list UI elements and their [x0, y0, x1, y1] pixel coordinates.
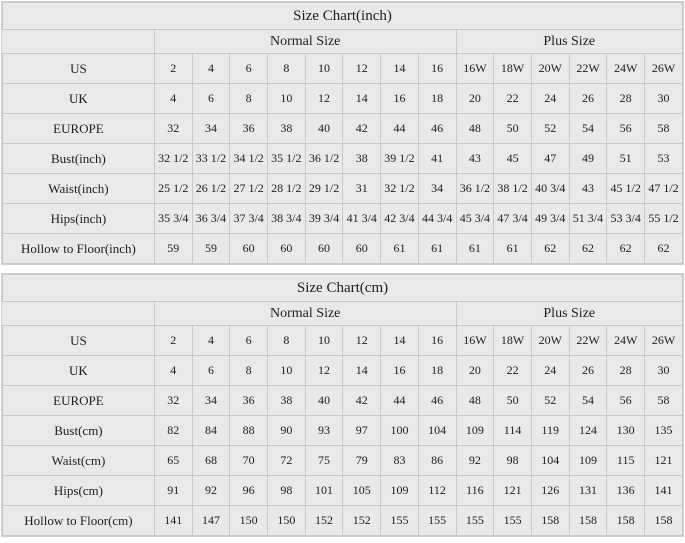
chart-divider	[0, 265, 685, 273]
cell: 34	[192, 114, 230, 144]
cell: 56	[607, 114, 645, 144]
cell: 55 1/2	[645, 204, 683, 234]
cell: 48	[456, 114, 494, 144]
cell: 52	[531, 114, 569, 144]
size-chart-cm-table	[2, 274, 683, 536]
row-label-hips: Hips(inch)	[3, 204, 155, 234]
cell: 30	[645, 356, 683, 386]
table-row	[3, 54, 683, 84]
cell: 62	[607, 234, 645, 264]
group-normal-size: Normal Size	[154, 30, 456, 54]
cell: 28 1/2	[268, 174, 306, 204]
cell: 8	[268, 326, 306, 356]
cell: 59	[154, 234, 192, 264]
cell: 121	[494, 476, 532, 506]
cell: 22W	[569, 54, 607, 84]
table-row	[3, 506, 683, 536]
cell: 96	[230, 476, 268, 506]
cell: 101	[305, 476, 343, 506]
cell: 28	[607, 84, 645, 114]
cell: 35 3/4	[154, 204, 192, 234]
cell: 98	[494, 446, 532, 476]
cell: 10	[268, 356, 306, 386]
cell: 4	[154, 84, 192, 114]
cell: 8	[268, 54, 306, 84]
cell: 39 1/2	[381, 144, 419, 174]
cell: 90	[268, 416, 306, 446]
cell: 24W	[607, 54, 645, 84]
cell: 36 3/4	[192, 204, 230, 234]
cell: 115	[607, 446, 645, 476]
cell: 12	[343, 54, 381, 84]
cell: 36 1/2	[456, 174, 494, 204]
cell: 6	[230, 54, 268, 84]
cell: 60	[343, 234, 381, 264]
chart-title-row	[3, 3, 683, 30]
cell: 112	[418, 476, 456, 506]
cell: 4	[192, 54, 230, 84]
cell: 41 3/4	[343, 204, 381, 234]
table-row	[3, 174, 683, 204]
cell: 40 3/4	[531, 174, 569, 204]
corner-cell	[3, 302, 155, 326]
cell: 88	[230, 416, 268, 446]
cell: 6	[192, 356, 230, 386]
cell: 16	[418, 54, 456, 84]
cell: 155	[494, 506, 532, 536]
cell: 152	[343, 506, 381, 536]
cell: 33 1/2	[192, 144, 230, 174]
cell: 10	[268, 84, 306, 114]
cell: 18	[418, 84, 456, 114]
cell: 27 1/2	[230, 174, 268, 204]
cell: 38 3/4	[268, 204, 306, 234]
cell: 44	[381, 386, 419, 416]
row-label-hollow-to-floor: Hollow to Floor(inch)	[3, 234, 155, 264]
cell: 14	[343, 84, 381, 114]
cell: 10	[305, 326, 343, 356]
group-plus-size: Plus Size	[456, 30, 682, 54]
table-row	[3, 386, 683, 416]
cell: 45 3/4	[456, 204, 494, 234]
cell: 49 3/4	[531, 204, 569, 234]
cell: 155	[456, 506, 494, 536]
cell: 50	[494, 386, 532, 416]
cell: 158	[531, 506, 569, 536]
table-row	[3, 114, 683, 144]
cell: 109	[381, 476, 419, 506]
cell: 82	[154, 416, 192, 446]
cell: 22	[494, 84, 532, 114]
cell: 126	[531, 476, 569, 506]
page-title-cm: Size Chart(cm)	[3, 275, 683, 302]
cell: 29 1/2	[305, 174, 343, 204]
cell: 25 1/2	[154, 174, 192, 204]
cell: 97	[343, 416, 381, 446]
cell: 18W	[494, 54, 532, 84]
cell: 22W	[569, 326, 607, 356]
cell: 8	[230, 84, 268, 114]
cell: 158	[645, 506, 683, 536]
cell: 37 3/4	[230, 204, 268, 234]
cell: 155	[418, 506, 456, 536]
cell: 44 3/4	[418, 204, 456, 234]
cell: 32 1/2	[154, 144, 192, 174]
cell: 45 1/2	[607, 174, 645, 204]
cell: 35 1/2	[268, 144, 306, 174]
cell: 43	[456, 144, 494, 174]
cell: 124	[569, 416, 607, 446]
cell: 54	[569, 386, 607, 416]
table-row	[3, 204, 683, 234]
cell: 50	[494, 114, 532, 144]
cell: 47 3/4	[494, 204, 532, 234]
cell: 42	[343, 386, 381, 416]
cell: 14	[343, 356, 381, 386]
cell: 36	[230, 114, 268, 144]
cell: 61	[456, 234, 494, 264]
cell: 43	[569, 174, 607, 204]
cell: 16	[381, 356, 419, 386]
cell: 79	[343, 446, 381, 476]
row-label-uk: UK	[3, 84, 155, 114]
cell: 44	[381, 114, 419, 144]
cell: 92	[192, 476, 230, 506]
row-label-bust: Bust(cm)	[3, 416, 155, 446]
page-title-inch: Size Chart(inch)	[3, 3, 683, 30]
row-label-us: US	[3, 326, 155, 356]
cell: 12	[305, 356, 343, 386]
size-chart-inch-table	[2, 2, 683, 264]
cell: 40	[305, 386, 343, 416]
cell: 109	[569, 446, 607, 476]
row-label-waist: Waist(inch)	[3, 174, 155, 204]
cell: 20	[456, 84, 494, 114]
cell: 47	[531, 144, 569, 174]
cell: 12	[305, 84, 343, 114]
cell: 22	[494, 356, 532, 386]
cell: 61	[418, 234, 456, 264]
cell: 45	[494, 144, 532, 174]
cell: 72	[268, 446, 306, 476]
cell: 150	[230, 506, 268, 536]
cell: 60	[268, 234, 306, 264]
cell: 141	[154, 506, 192, 536]
cell: 34	[192, 386, 230, 416]
cell: 26	[569, 356, 607, 386]
cell: 84	[192, 416, 230, 446]
cell: 42 3/4	[381, 204, 419, 234]
cell: 18	[418, 356, 456, 386]
cell: 62	[645, 234, 683, 264]
cell: 24W	[607, 326, 645, 356]
cell: 60	[230, 234, 268, 264]
cell: 147	[192, 506, 230, 536]
cell: 16	[381, 84, 419, 114]
cell: 16W	[456, 54, 494, 84]
cell: 6	[230, 326, 268, 356]
cell: 34 1/2	[230, 144, 268, 174]
cell: 51 3/4	[569, 204, 607, 234]
group-header-row	[3, 302, 683, 326]
cell: 60	[305, 234, 343, 264]
cell: 16	[418, 326, 456, 356]
cell: 24	[531, 356, 569, 386]
cell: 116	[456, 476, 494, 506]
row-label-hollow-to-floor: Hollow to Floor(cm)	[3, 506, 155, 536]
cell: 53	[645, 144, 683, 174]
cell: 83	[381, 446, 419, 476]
group-normal-size: Normal Size	[154, 302, 456, 326]
cell: 54	[569, 114, 607, 144]
cell: 26W	[645, 326, 683, 356]
cell: 12	[343, 326, 381, 356]
cell: 38	[268, 114, 306, 144]
cell: 141	[645, 476, 683, 506]
cell: 104	[418, 416, 456, 446]
cell: 100	[381, 416, 419, 446]
row-label-hips: Hips(cm)	[3, 476, 155, 506]
cell: 36 1/2	[305, 144, 343, 174]
cell: 65	[154, 446, 192, 476]
cell: 92	[456, 446, 494, 476]
size-chart-page	[0, 1, 685, 530]
cell: 14	[381, 54, 419, 84]
cell: 46	[418, 386, 456, 416]
row-label-europe: EUROPE	[3, 386, 155, 416]
cell: 150	[268, 506, 306, 536]
cell: 2	[154, 326, 192, 356]
cell: 158	[569, 506, 607, 536]
table-row	[3, 84, 683, 114]
cell: 52	[531, 386, 569, 416]
cell: 42	[343, 114, 381, 144]
cell: 4	[154, 356, 192, 386]
cell: 40	[305, 114, 343, 144]
cell: 48	[456, 386, 494, 416]
cell: 38	[268, 386, 306, 416]
cell: 98	[268, 476, 306, 506]
corner-cell	[3, 30, 155, 54]
table-row	[3, 416, 683, 446]
size-chart-inch-block	[1, 1, 684, 265]
cell: 39 3/4	[305, 204, 343, 234]
group-header-row	[3, 30, 683, 54]
row-label-waist: Waist(cm)	[3, 446, 155, 476]
cell: 32 1/2	[381, 174, 419, 204]
cell: 121	[645, 446, 683, 476]
cell: 68	[192, 446, 230, 476]
cell: 26W	[645, 54, 683, 84]
cell: 31	[343, 174, 381, 204]
cell: 8	[230, 356, 268, 386]
cell: 152	[305, 506, 343, 536]
cell: 136	[607, 476, 645, 506]
cell: 38 1/2	[494, 174, 532, 204]
cell: 26	[569, 84, 607, 114]
table-row	[3, 476, 683, 506]
cell: 47 1/2	[645, 174, 683, 204]
cell: 61	[494, 234, 532, 264]
cell: 2	[154, 54, 192, 84]
cell: 53 3/4	[607, 204, 645, 234]
cell: 41	[418, 144, 456, 174]
cell: 38	[343, 144, 381, 174]
cell: 59	[192, 234, 230, 264]
cell: 20W	[531, 54, 569, 84]
cell: 86	[418, 446, 456, 476]
cell: 49	[569, 144, 607, 174]
cell: 130	[607, 416, 645, 446]
cell: 158	[607, 506, 645, 536]
cell: 26 1/2	[192, 174, 230, 204]
cell: 104	[531, 446, 569, 476]
chart-title-row	[3, 275, 683, 302]
row-label-uk: UK	[3, 356, 155, 386]
table-row	[3, 356, 683, 386]
cell: 32	[154, 114, 192, 144]
cell: 109	[456, 416, 494, 446]
cell: 58	[645, 386, 683, 416]
table-row	[3, 326, 683, 356]
table-row	[3, 144, 683, 174]
cell: 6	[192, 84, 230, 114]
cell: 28	[607, 356, 645, 386]
cell: 61	[381, 234, 419, 264]
cell: 51	[607, 144, 645, 174]
cell: 114	[494, 416, 532, 446]
cell: 70	[230, 446, 268, 476]
row-label-us: US	[3, 54, 155, 84]
cell: 75	[305, 446, 343, 476]
row-label-bust: Bust(inch)	[3, 144, 155, 174]
cell: 105	[343, 476, 381, 506]
cell: 131	[569, 476, 607, 506]
group-plus-size: Plus Size	[456, 302, 682, 326]
cell: 10	[305, 54, 343, 84]
cell: 32	[154, 386, 192, 416]
cell: 20W	[531, 326, 569, 356]
cell: 36	[230, 386, 268, 416]
cell: 56	[607, 386, 645, 416]
cell: 62	[569, 234, 607, 264]
cell: 34	[418, 174, 456, 204]
cell: 135	[645, 416, 683, 446]
cell: 20	[456, 356, 494, 386]
cell: 14	[381, 326, 419, 356]
cell: 91	[154, 476, 192, 506]
cell: 58	[645, 114, 683, 144]
page-footer-space	[0, 537, 685, 543]
cell: 30	[645, 84, 683, 114]
cell: 119	[531, 416, 569, 446]
cell: 93	[305, 416, 343, 446]
table-row	[3, 234, 683, 264]
cell: 4	[192, 326, 230, 356]
cell: 24	[531, 84, 569, 114]
cell: 155	[381, 506, 419, 536]
cell: 16W	[456, 326, 494, 356]
table-row	[3, 446, 683, 476]
cell: 46	[418, 114, 456, 144]
cell: 18W	[494, 326, 532, 356]
cell: 62	[531, 234, 569, 264]
size-chart-cm-block	[1, 273, 684, 537]
row-label-europe: EUROPE	[3, 114, 155, 144]
